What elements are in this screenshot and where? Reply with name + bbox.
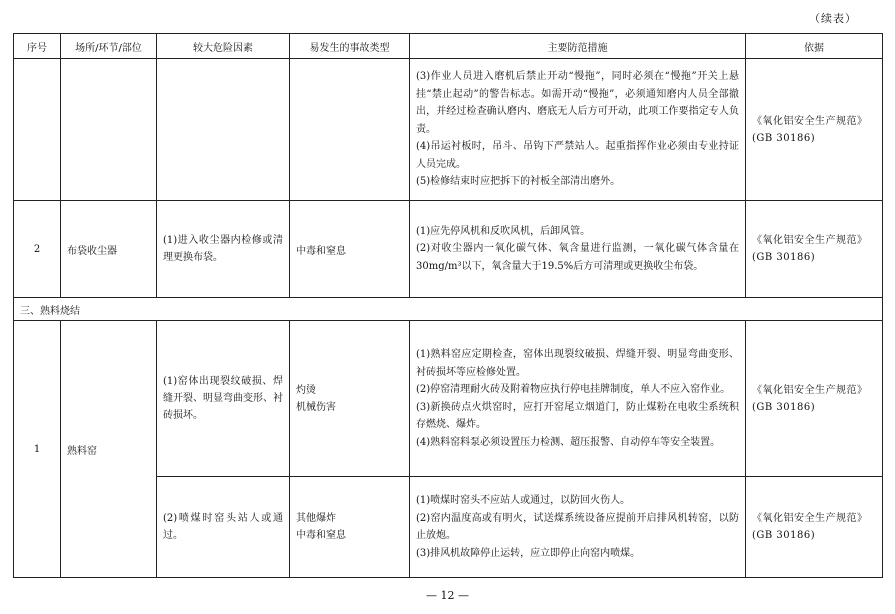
header-measures: 主要防范措施 [410, 34, 746, 59]
measure-item: (2)对收尘器内一氧化碳气体、氧含量进行监测，一氧化碳气体含量在30mg/m³以下，氧含量大于19.5%后方可清理或更换收尘布袋。 [416, 243, 739, 272]
accident-type: 灼烫 [296, 384, 316, 396]
table-row [14, 59, 883, 201]
measure-item: (5)检修结束时应把拆下的衬板全部清出磨外。 [416, 176, 621, 188]
accident-type: 中毒和窒息 [296, 530, 346, 541]
cell-accident: 中毒和窒息 [290, 201, 410, 298]
measure-item: (4)熟料窑料泵必须设置压力检测、超压报警、自动停车等安全装置。 [416, 436, 721, 448]
hazard-table [13, 33, 883, 578]
header-accident: 易发生的事故类型 [290, 34, 410, 59]
cell-place [61, 59, 157, 201]
cell-hazard: (1)进入收尘器内检修或清理更换布袋。 [157, 201, 290, 298]
cell-basis: 《氧化铝安全生产规范》(GB 30186) [746, 477, 883, 578]
header-hazard: 较大危险因素 [157, 34, 290, 59]
cell-basis: 《氧化铝安全生产规范》(GB 30186) [746, 201, 883, 298]
cell-basis: 《氧化铝安全生产规范》(GB 30186) [746, 59, 883, 201]
table-header-row [14, 34, 883, 59]
cell-place: 熟料窑 [61, 321, 157, 578]
section-title: 三、熟料烧结 [14, 298, 883, 321]
continued-label: （续表） [809, 12, 857, 25]
cell-accident [290, 59, 410, 201]
accident-type: 其他爆炸 [296, 513, 336, 524]
cell-hazard: (1)窑体出现裂纹破损、焊缝开裂、明显弯曲变形、衬砖损坏。 [157, 321, 290, 477]
measure-item: (3)排风机故障停止运转，应立即停止向窑内喷煤。 [416, 547, 641, 559]
cell-measures [410, 59, 746, 201]
page-number: — 12 — [426, 589, 469, 602]
cell-measures [410, 321, 746, 477]
cell-measures [410, 201, 746, 298]
cell-basis: 《氧化铝安全生产规范》(GB 30186) [746, 321, 883, 477]
measure-item: (3)新换砖点火烘窑时，应打开窑尾立烟道门，防止煤粉在电收尘系统积存燃烧、爆炸。 [416, 401, 739, 430]
section-row [14, 298, 883, 321]
cell-no: 1 [14, 321, 61, 578]
cell-hazard [157, 59, 290, 201]
cell-accident [290, 321, 410, 477]
header-place: 场所/环节/部位 [61, 34, 157, 59]
measure-item: (1)熟料窑应定期检查，窑体出现裂纹破损、焊缝开裂、明显弯曲变形、衬砖损坏等应检修处置。 [416, 349, 739, 378]
measure-item: (3)作业人员进入磨机后禁止开动“慢拖”，同时必须在“慢拖”开关上悬挂“禁止起动”的警告标志。如需开动“慢拖”，必须通知磨内人员全部撤出，并经过检查确认磨内、磨底无人后方可开动，此项工作要指定专人负责。 [416, 71, 739, 135]
cell-measures [410, 477, 746, 578]
cell-no [14, 59, 61, 201]
measure-item: (2)停窑清理耐火砖及附着物应执行停电挂牌制度，单人不应入窑作业。 [416, 384, 731, 395]
accident-type: 机械伤害 [296, 401, 336, 413]
header-no: 序号 [14, 34, 61, 59]
table-row [14, 201, 883, 298]
measure-item: (2)窑内温度高或有明火，试送煤系统设备应提前开启排风机转窑，以防止放炮。 [416, 512, 739, 541]
header-basis: 依据 [746, 34, 883, 59]
cell-accident [290, 477, 410, 578]
measure-item: (4)吊运衬板时，吊斗、吊钩下严禁站人。起重指挥作业必须由专业持证人员完成。 [416, 141, 739, 170]
cell-no: 2 [14, 201, 61, 298]
measure-item: (1)喷煤时窑头不应站人或通过，以防回火伤人。 [416, 495, 631, 506]
cell-hazard: (2)喷煤时窑头站人或通过。 [157, 477, 290, 578]
table-row [14, 321, 883, 477]
cell-place: 布袋收尘器 [61, 201, 157, 298]
measure-item: (1)应先停风机和反吹风机，后卸风管。 [416, 225, 591, 237]
